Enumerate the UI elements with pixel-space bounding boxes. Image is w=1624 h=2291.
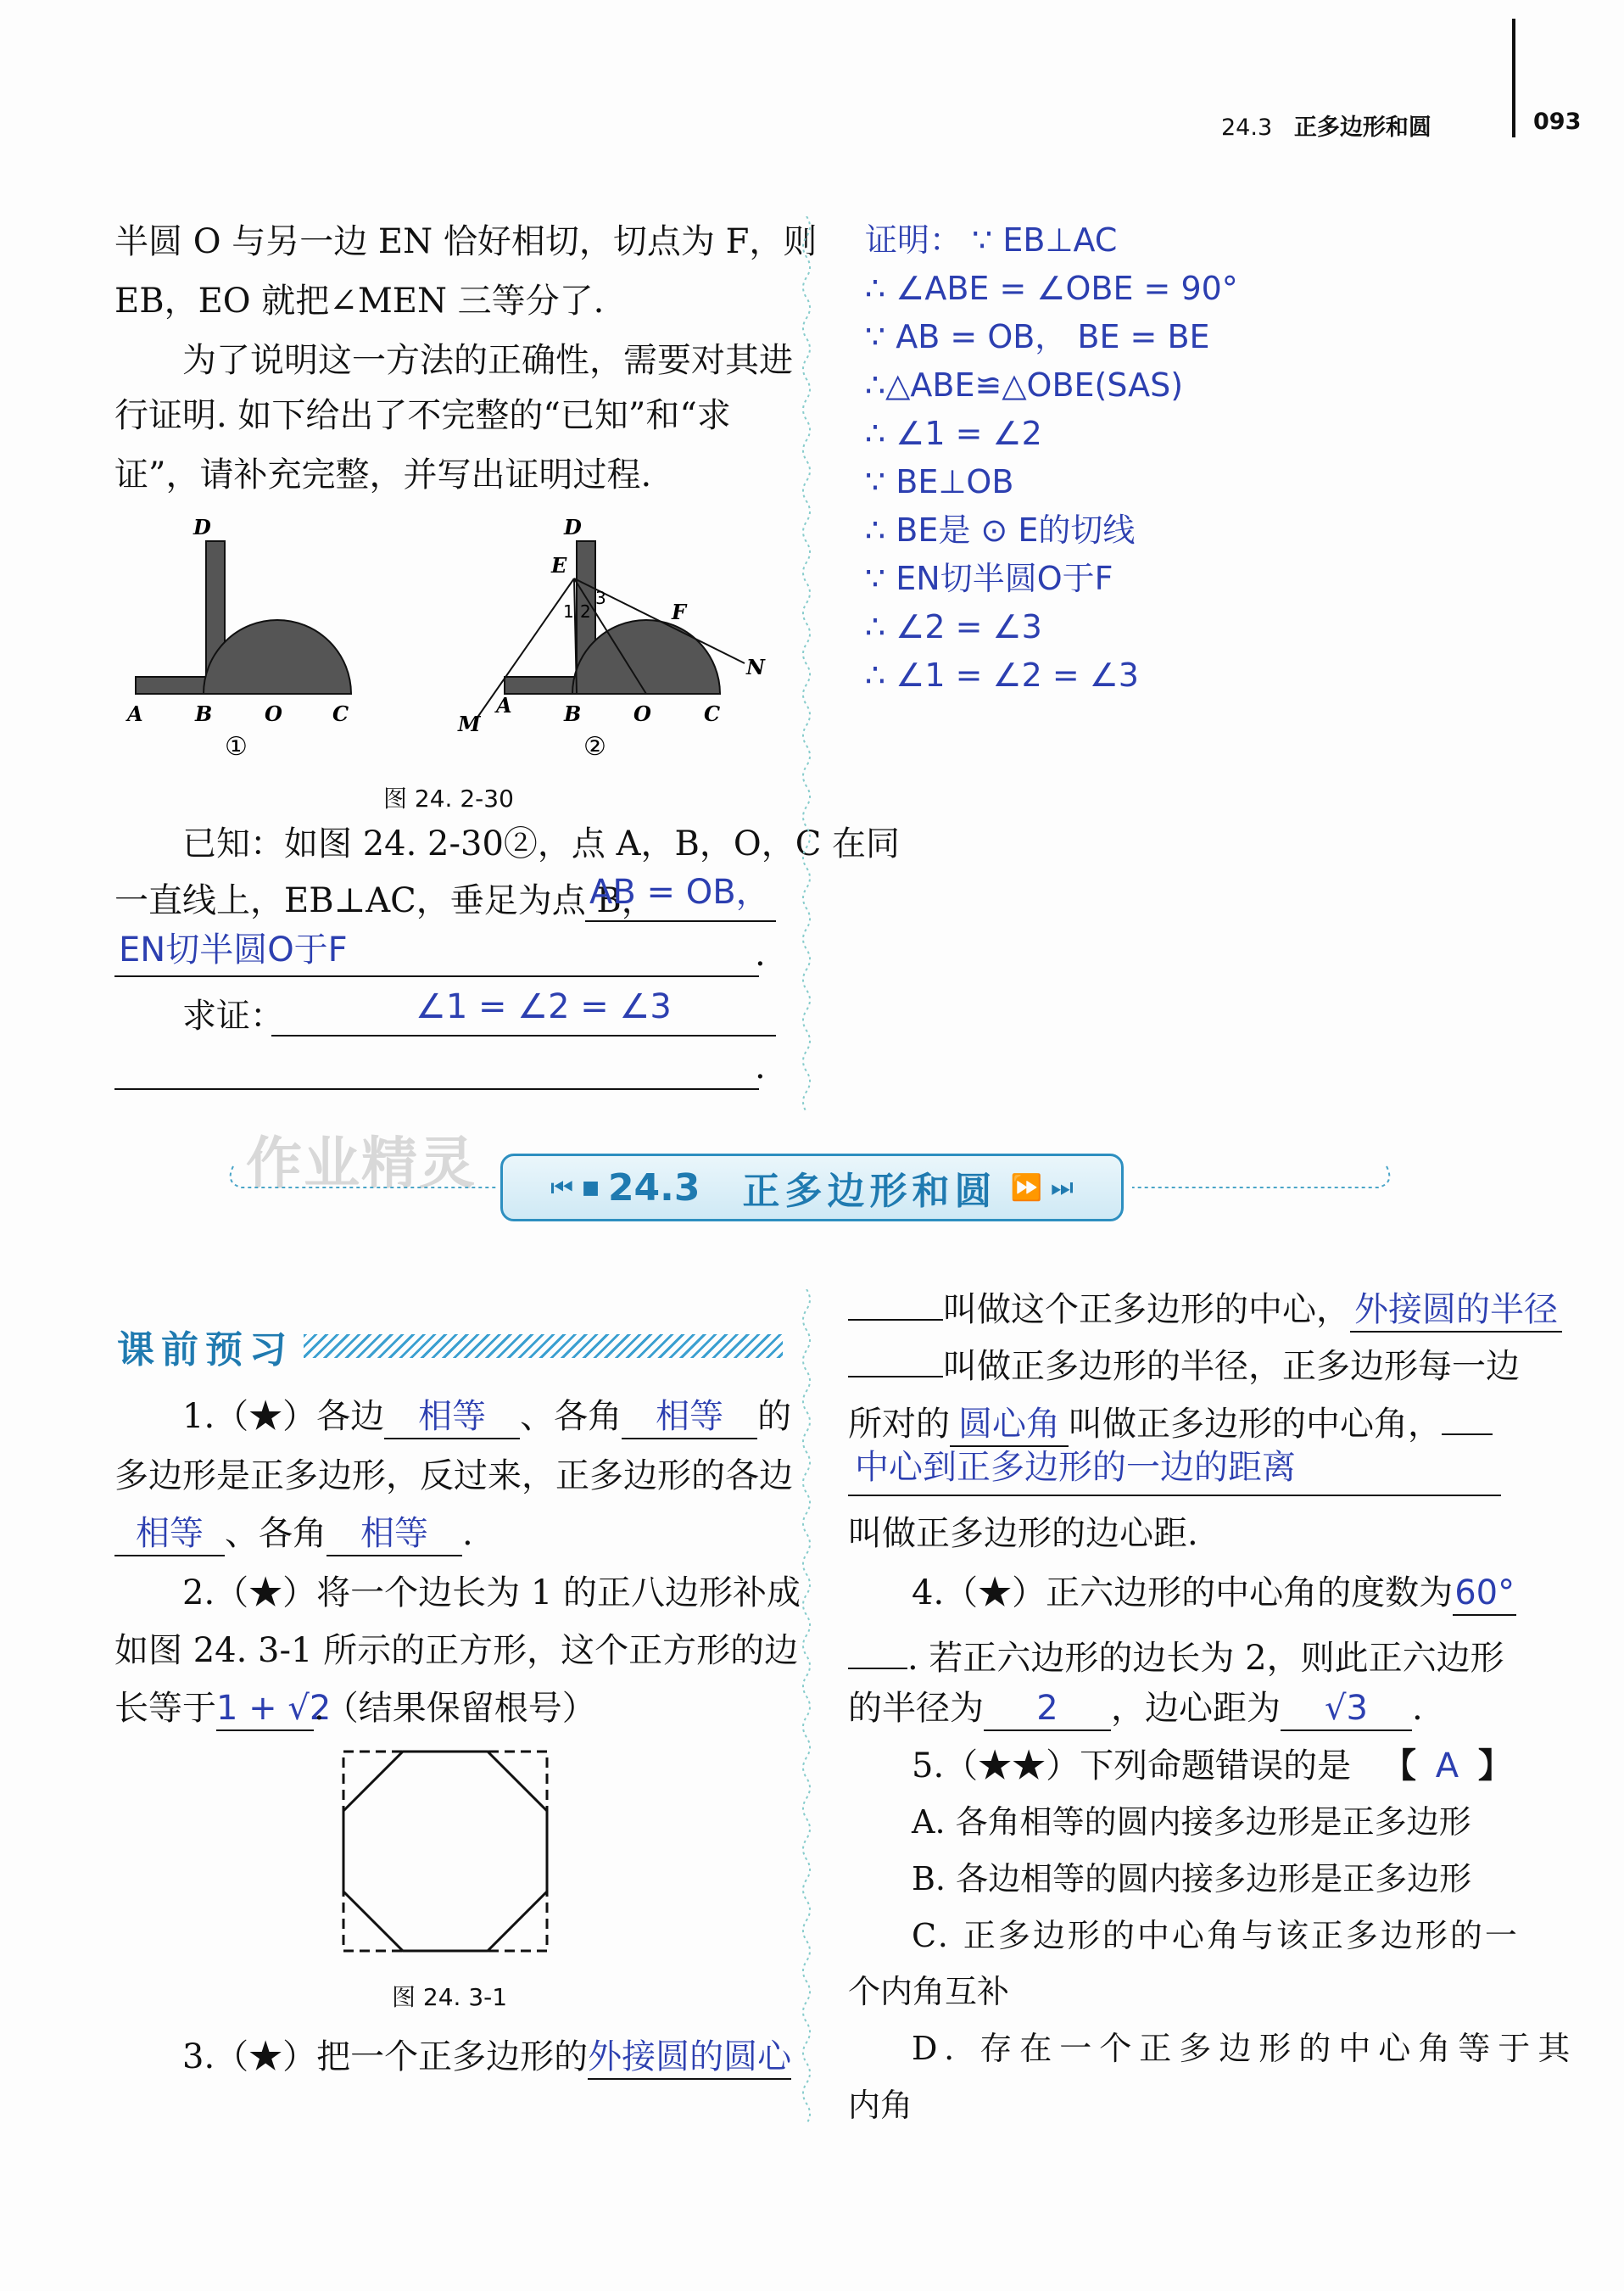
q2-line-1: 2.（★）将一个边长为 1 的正八边形补成 bbox=[182, 1573, 801, 1612]
figure-caption-24-2-30: 图 24. 2-30 bbox=[383, 785, 514, 813]
q2-line-3: 长等于1 + √2.（结果保留根号） bbox=[114, 1683, 596, 1734]
proof-line-3: ∵ AB = OB， BE = BE bbox=[865, 318, 1210, 355]
q3-line-2: 叫做这个正多边形的中心， 外接圆的半径 bbox=[848, 1277, 1562, 1335]
fig2-angle-1: 1 bbox=[563, 601, 574, 622]
q5-option-c-line-1: C. 正多边形的中心角与该正多边形的一 bbox=[912, 1917, 1520, 1954]
proof-line-2: ∴ ∠ABE = ∠OBE = 90° bbox=[865, 270, 1238, 307]
q4-answer-1: 60° bbox=[1453, 1572, 1516, 1616]
q3-blank-line-5 bbox=[848, 1495, 1501, 1496]
q5-option-b: B. 各边相等的圆内接多边形是正多边形 bbox=[912, 1860, 1472, 1897]
known-line-2: 一直线上，EB⊥AC，垂足为点 B， bbox=[114, 881, 656, 920]
figure-24-3-1 bbox=[339, 1747, 551, 1955]
left-line-1: 半圆 O 与另一边 EN 恰好相切，切点为 F，则 bbox=[114, 222, 818, 261]
known-blank-1 bbox=[585, 920, 776, 922]
q1-answer-1: 相等 bbox=[384, 1395, 520, 1439]
q3-answer-4: 中心到正多边形的一边的距离 bbox=[855, 1448, 1296, 1487]
fig1-label-b: B bbox=[195, 701, 213, 726]
fig2-label-b: B bbox=[564, 701, 582, 726]
column-divider-top bbox=[797, 216, 816, 1115]
proof-line-8: ∵ EN切半圆O于F bbox=[865, 560, 1113, 597]
section-banner bbox=[500, 1154, 1124, 1221]
column-divider-bottom bbox=[797, 1289, 816, 2137]
preview-heading-text: 课前预习 bbox=[117, 1328, 293, 1372]
figure-1 bbox=[126, 515, 351, 762]
q3-line-1: 3.（★）把一个正多边形的外接圆的圆心 bbox=[182, 2031, 791, 2082]
q3-answer-1: 外接圆的圆心 bbox=[588, 2036, 791, 2080]
q3-line-6: 叫做正多边形的边心距. bbox=[848, 1514, 1198, 1553]
q4-answer-2: 2 bbox=[984, 1687, 1111, 1731]
q5-option-d-line-1: D. 存在一个正多边形的中心角等于其 bbox=[912, 2030, 1578, 2067]
banner-number: 24.3 bbox=[607, 1165, 700, 1210]
known-blank-2 bbox=[114, 975, 759, 977]
q4-line-1: 4.（★）正六边形的中心角的度数为60° bbox=[912, 1567, 1516, 1618]
fig1-label-d: D bbox=[193, 515, 211, 539]
fig2-line-em bbox=[475, 578, 574, 721]
q4-answer-3: √3 bbox=[1281, 1687, 1412, 1731]
q5-option-d-line-2: 内角 bbox=[848, 2087, 913, 2124]
fig2-label-m: M bbox=[458, 712, 481, 736]
fig2-label-a: A bbox=[496, 693, 512, 718]
proof-line-10: ∴ ∠1 = ∠2 = ∠3 bbox=[865, 657, 1139, 694]
proof-line-7: ∴ BE是 ⊙ E的切线 bbox=[865, 511, 1136, 549]
page-header bbox=[1221, 109, 1431, 142]
figure-caption-24-3-1: 图 24. 3-1 bbox=[392, 1983, 508, 2011]
q1-line-1: 1.（★）各边 相等 、各角 相等 的 bbox=[182, 1391, 791, 1442]
q3-blank-apothem bbox=[1442, 1391, 1493, 1435]
known-line-1: 已知：如图 24. 2-30②，点 A，B，O，C 在同 bbox=[182, 824, 901, 863]
banner-title: 正多边形和圆 bbox=[742, 1170, 997, 1213]
prove-period: . bbox=[755, 1048, 766, 1087]
figure-24-2-30 bbox=[119, 509, 780, 772]
fig1-label-c: C bbox=[332, 701, 349, 726]
fig1-label-o: O bbox=[265, 701, 282, 726]
banner-square-icon: ■ bbox=[582, 1176, 600, 1199]
fig2-label-f: F bbox=[672, 600, 687, 624]
q1-answer-3: 相等 bbox=[114, 1512, 225, 1556]
proof-line-1: 证明： ∵ EB⊥AC bbox=[865, 221, 1118, 259]
header-rule bbox=[1512, 19, 1515, 137]
q3-blank-center bbox=[848, 1277, 943, 1321]
fig1-semicircle bbox=[204, 620, 351, 694]
page-number: 093 bbox=[1533, 109, 1582, 135]
proof-line-5: ∴ ∠1 = ∠2 bbox=[865, 415, 1042, 452]
q3-answer-2: 外接圆的半径 bbox=[1350, 1288, 1562, 1333]
known-answer-2: EN切半圆O于F bbox=[119, 930, 348, 969]
q5-option-c-line-2: 个内角互补 bbox=[848, 1973, 1010, 2010]
q2-line-2: 如图 24. 3-1 所示的正方形，这个正方形的边 bbox=[114, 1631, 799, 1670]
proof-block bbox=[865, 216, 1238, 700]
q1-line-3: 相等 、各角 相等 . bbox=[114, 1508, 473, 1559]
q5-bracket: 【 A 】 bbox=[1382, 1746, 1512, 1785]
left-line-4: 行证明. 如下给出了不完整的“已知”和“求 bbox=[114, 396, 731, 435]
q3-blank-radius bbox=[848, 1333, 943, 1377]
q1-answer-4: 相等 bbox=[326, 1512, 462, 1556]
q4-line-2: . 若正六边形的边长为 2，则此正六边形 bbox=[848, 1625, 1504, 1684]
fig2-label-c: C bbox=[704, 701, 721, 726]
prove-label: 求证： bbox=[182, 997, 284, 1036]
fig2-number: ② bbox=[583, 732, 606, 762]
fig2-label-e: E bbox=[551, 553, 567, 578]
left-line-2: EB，EO 就把∠MEN 三等分了. bbox=[114, 282, 605, 321]
known-answer-1: AB = OB， bbox=[589, 873, 770, 912]
fig1-label-a: A bbox=[127, 701, 143, 726]
fig2-angle-3: 3 bbox=[595, 588, 606, 608]
preview-heading-hatch bbox=[304, 1334, 783, 1358]
q3-answer-3: 圆心角 bbox=[950, 1403, 1069, 1447]
figure-octagon bbox=[343, 1752, 547, 1951]
q5-stem: 5.（★★）下列命题错误的是 bbox=[912, 1746, 1352, 1785]
banner-skip-back-icon: ⏮ bbox=[550, 1172, 574, 1203]
q2-answer: 1 + √2 bbox=[216, 1687, 314, 1731]
known-period: . bbox=[755, 935, 766, 974]
q1-answer-2: 相等 bbox=[622, 1395, 757, 1439]
fig2-angle-2: 2 bbox=[580, 601, 591, 622]
proof-line-4: ∴△ABE≌△OBE(SAS) bbox=[865, 366, 1184, 404]
left-line-5: 证”，请补充完整，并写出证明过程. bbox=[114, 455, 652, 495]
banner-forward-icon: ⏩ bbox=[1010, 1172, 1042, 1203]
prove-blank-1 bbox=[271, 1035, 776, 1037]
prove-answer: ∠1 = ∠2 = ∠3 bbox=[416, 987, 672, 1026]
q4-blank-end bbox=[848, 1625, 907, 1669]
proof-line-9: ∴ ∠2 = ∠3 bbox=[865, 608, 1042, 645]
q5-option-a: A. 各角相等的圆内接多边形是正多边形 bbox=[912, 1803, 1471, 1841]
fig1-number: ① bbox=[225, 732, 248, 762]
q5-answer: A bbox=[1435, 1746, 1459, 1785]
header-section: 24.3 bbox=[1221, 115, 1273, 141]
q1-line-2: 多边形是正多边形，反过来，正多边形的各边 bbox=[114, 1456, 793, 1495]
watermark: 作业精灵 bbox=[246, 1131, 477, 1196]
prove-blank-2 bbox=[114, 1088, 759, 1090]
q3-line-4: 所对的 圆心角 叫做正多边形的中心角， bbox=[848, 1391, 1493, 1450]
fig2-label-n: N bbox=[746, 655, 765, 679]
fig2-label-o: O bbox=[633, 701, 651, 726]
q3-line-3: 叫做正多边形的半径，正多边形每一边 bbox=[848, 1333, 1520, 1392]
figure-2 bbox=[457, 515, 766, 762]
preview-heading bbox=[117, 1319, 783, 1373]
left-line-3: 为了说明这一方法的正确性，需要对其进 bbox=[182, 341, 793, 380]
fig2-label-d: D bbox=[564, 515, 582, 539]
banner-skip-forward-icon: ⏭ bbox=[1050, 1172, 1074, 1203]
q4-line-3: 的半径为 2 ，边心距为 √3 . bbox=[848, 1683, 1423, 1734]
header-title: 正多边形和圆 bbox=[1293, 115, 1431, 141]
proof-line-6: ∵ BE⊥OB bbox=[865, 463, 1014, 500]
